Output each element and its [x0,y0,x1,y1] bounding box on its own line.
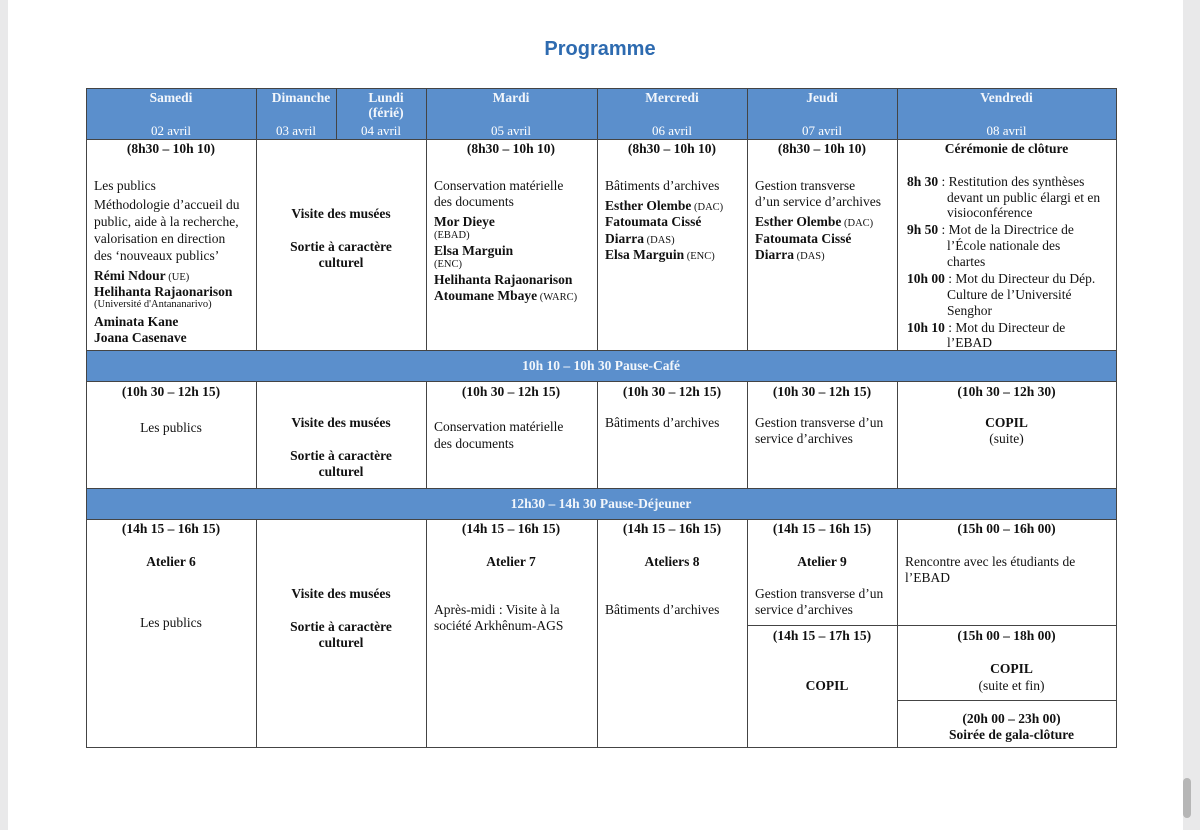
jeu-r1-speaker2b: Diarra (DAS) [755,247,825,262]
date-mercredi: 06 avril [651,123,693,138]
day-lundi-ferie: (férié) [368,105,404,120]
ven-r1-item4: 10h 10 : Mot du Directeur de [907,320,1066,335]
date-mardi: 05 avril [490,123,532,138]
mer-r1-speaker2: Fatoumata Cissé [605,214,702,229]
day-samedi: Samedi [149,90,193,105]
mar-r2-theme2: des documents [434,436,514,451]
jeu-r2-time: (10h 30 – 12h 15) [772,384,872,399]
sam-r2-theme: Les publics [140,420,202,435]
mer-r1-speaker1: Esther Olembe (DAC) [605,198,724,213]
mar-r1-speaker2: Elsa Marguin [434,243,514,258]
table-border-lunch-bottom [86,519,1117,520]
mer-r1-speaker2b: Diarra (DAS) [605,231,675,246]
date-samedi: 02 avril [150,123,192,138]
ven-r1-item1: 8h 30 : Restitution des synthèses [907,174,1085,189]
sam-r1-speaker2-affil: (Université d'Antananarivo) [94,299,212,310]
weekend-r2-outing2: culturel [318,464,364,479]
sam-r1-desc2: public, aide à la recherche, [94,214,239,229]
weekend-r1-outing1: Sortie à caractère [290,239,392,254]
sam-r1-time: (8h30 – 10h 10) [126,141,216,156]
day-vendredi: Vendredi [980,90,1033,105]
jeu-r3-theme2: service d’archives [755,602,853,617]
col-line-3a [597,88,598,351]
coffee-break-label: 10h 10 – 10h 30 Pause-Café [522,358,680,373]
sam-r1-theme: Les publics [94,178,156,193]
table-border-right [1116,88,1117,748]
jeu-r2-theme1: Gestion transverse d’un [755,415,884,430]
day-lundi: Lundi [368,90,404,105]
ven-r1-item3-l3: Senghor [947,303,992,318]
mar-r1-speaker3: Helihanta Rajaonarison [434,272,573,287]
sam-r1-speaker2: Helihanta Rajaonarison [94,284,233,299]
ven-r1-item4-l2: l’EBAD [947,335,992,350]
ven-r2-copil-suite: (suite) [989,431,1024,446]
mer-r2-theme: Bâtiments d’archives [605,415,720,430]
sam-r1-desc1: Méthodologie d’accueil du [94,197,240,212]
col-line-5b [897,381,898,489]
weekend-r2-outing1: Sortie à caractère [290,448,392,463]
mar-r1-theme1: Conservation matérielle [434,178,564,193]
weekend-r1-outing2: culturel [318,255,364,270]
sam-r1-desc4: des ‘nouveaux publics’ [94,248,220,263]
table-border-header-bottom [86,139,1117,140]
table-border-r1-bottom [86,350,1117,351]
mar-r2-theme1: Conservation matérielle [434,419,564,434]
day-jeudi: Jeudi [806,90,838,105]
weekend-r2-visit: Visite des musées [291,415,391,430]
ven-r1-item1-l3: visioconférence [947,205,1033,220]
ven-r3-divider1 [897,625,1117,626]
ven-r3-copil-suite: (suite et fin) [978,678,1045,693]
sam-r3-atelier: Atelier 6 [146,554,196,569]
ven-r1-title: Cérémonie de clôture [944,141,1069,156]
sam-r3-theme: Les publics [140,615,202,630]
jeu-r3-time2: (14h 15 – 17h 15) [772,628,872,643]
col-line-3b [597,381,598,489]
ven-r3-gala: Soirée de gala-clôture [949,727,1074,742]
mer-r2-time: (10h 30 – 12h 15) [622,384,722,399]
ven-r1-item2-l3: chartes [947,254,986,269]
weekend-r1-visit: Visite des musées [291,206,391,221]
col-line-sunmon [336,88,337,140]
mer-r3-atelier: Ateliers 8 [644,554,700,569]
mar-r1-speaker1-affil: (EBAD) [434,230,470,241]
jeu-r1-theme1: Gestion transverse [755,178,856,193]
ven-r2-copil: COPIL [985,415,1028,430]
day-mardi: Mardi [492,90,530,105]
mar-r1-time: (8h30 – 10h 10) [466,141,556,156]
mer-r1-theme: Bâtiments d’archives [605,178,720,193]
mar-r3-theme2: société Arkhênum-AGS [434,618,564,633]
mar-r1-speaker4: Atoumane Mbaye (WARC) [434,288,578,303]
page-title: Programme [544,38,656,60]
date-lundi: 04 avril [360,123,402,138]
ven-r1-item1-l2: devant un public élargi et en [947,190,1101,205]
col-line-2b [426,381,427,489]
col-line-2c [426,519,427,748]
jeu-r3-copil: COPIL [805,678,849,693]
col-line-1a [256,88,257,351]
jeu-r3-theme1: Gestion transverse d’un [755,586,884,601]
ven-r2-time: (10h 30 – 12h 30) [957,384,1056,399]
col-line-5a [897,88,898,351]
mer-r1-speaker3: Elsa Marguin (ENC) [605,247,715,262]
ven-r3-divider2 [897,700,1117,701]
jeu-r1-theme2: d’un service d’archives [755,194,881,209]
ven-r1-item3-l2: Culture de l’Université [947,287,1072,302]
ven-r3-time3: (20h 00 – 23h 00) [962,711,1061,726]
mar-r1-speaker1: Mor Dieye [434,214,495,229]
jeu-r3-time: (14h 15 – 16h 15) [772,521,872,536]
date-dimanche: 03 avril [275,123,317,138]
ven-r1-item2-l2: l’École nationale des [947,238,1061,253]
table-border-top [86,88,1117,89]
jeu-r1-speaker2: Fatoumata Cissé [755,231,852,246]
jeu-r1-time: (8h30 – 10h 10) [777,141,867,156]
table-border-bottom [86,747,1117,748]
mer-r1-time: (8h30 – 10h 10) [627,141,717,156]
mar-r1-speaker2-affil: (ENC) [434,259,462,270]
table-border-coffee-bottom [86,381,1117,382]
jeu-r1-speaker1: Esther Olembe (DAC) [755,214,874,229]
sam-r1-speaker3: Aminata Kane [94,314,179,329]
lunch-break-label: 12h30 – 14h 30 Pause-Déjeuner [510,496,692,511]
day-mercredi: Mercredi [645,90,699,105]
ven-r3-copil: COPIL [990,661,1033,676]
ven-r3-meeting2: l’EBAD [905,570,950,585]
weekend-r3-outing2: culturel [318,635,364,650]
mar-r3-atelier: Atelier 7 [486,554,536,569]
sam-r2-time: (10h 30 – 12h 15) [121,384,221,399]
ven-r3-meeting1: Rencontre avec les étudiants de [905,554,1076,569]
col-line-2a [426,88,427,351]
jeu-r3-divider [747,625,897,626]
sam-r1-speaker4: Joana Casenave [94,330,187,345]
jeu-r2-theme2: service d’archives [755,431,853,446]
date-vendredi: 08 avril [986,123,1027,138]
day-dimanche: Dimanche [271,90,331,105]
ven-r1-item2: 9h 50 : Mot de la Directrice de [907,222,1074,237]
mar-r3-time: (14h 15 – 16h 15) [461,521,561,536]
jeu-r3-atelier: Atelier 9 [797,554,847,569]
col-line-5c [897,519,898,748]
mar-r3-theme1: Après-midi : Visite à la [434,602,560,617]
col-line-4b [747,381,748,489]
col-line-3c [597,519,598,748]
mar-r1-theme2: des documents [434,194,514,209]
mer-r3-theme: Bâtiments d’archives [605,602,720,617]
sam-r1-desc3: valorisation en direction [94,231,226,246]
col-line-1c [256,519,257,748]
weekend-r3-outing1: Sortie à caractère [290,619,392,634]
ven-r3-time: (15h 00 – 16h 00) [957,521,1056,536]
sam-r3-time: (14h 15 – 16h 15) [121,521,221,536]
ven-r1-item3: 10h 00 : Mot du Directeur du Dép. [907,271,1096,286]
weekend-r3-visit: Visite des musées [291,586,391,601]
mar-r2-time: (10h 30 – 12h 15) [461,384,561,399]
col-line-4c [747,519,748,748]
mer-r3-time: (14h 15 – 16h 15) [622,521,722,536]
scrollbar-thumb[interactable] [1183,778,1191,818]
date-jeudi: 07 avril [801,123,843,138]
ven-r3-time2: (15h 00 – 18h 00) [957,628,1056,643]
table-border-left [86,88,87,748]
table-border-r2-bottom [86,488,1117,489]
sam-r1-speaker1: Rémi Ndour (UE) [94,268,190,283]
col-line-1b [256,381,257,489]
col-line-4a [747,88,748,351]
